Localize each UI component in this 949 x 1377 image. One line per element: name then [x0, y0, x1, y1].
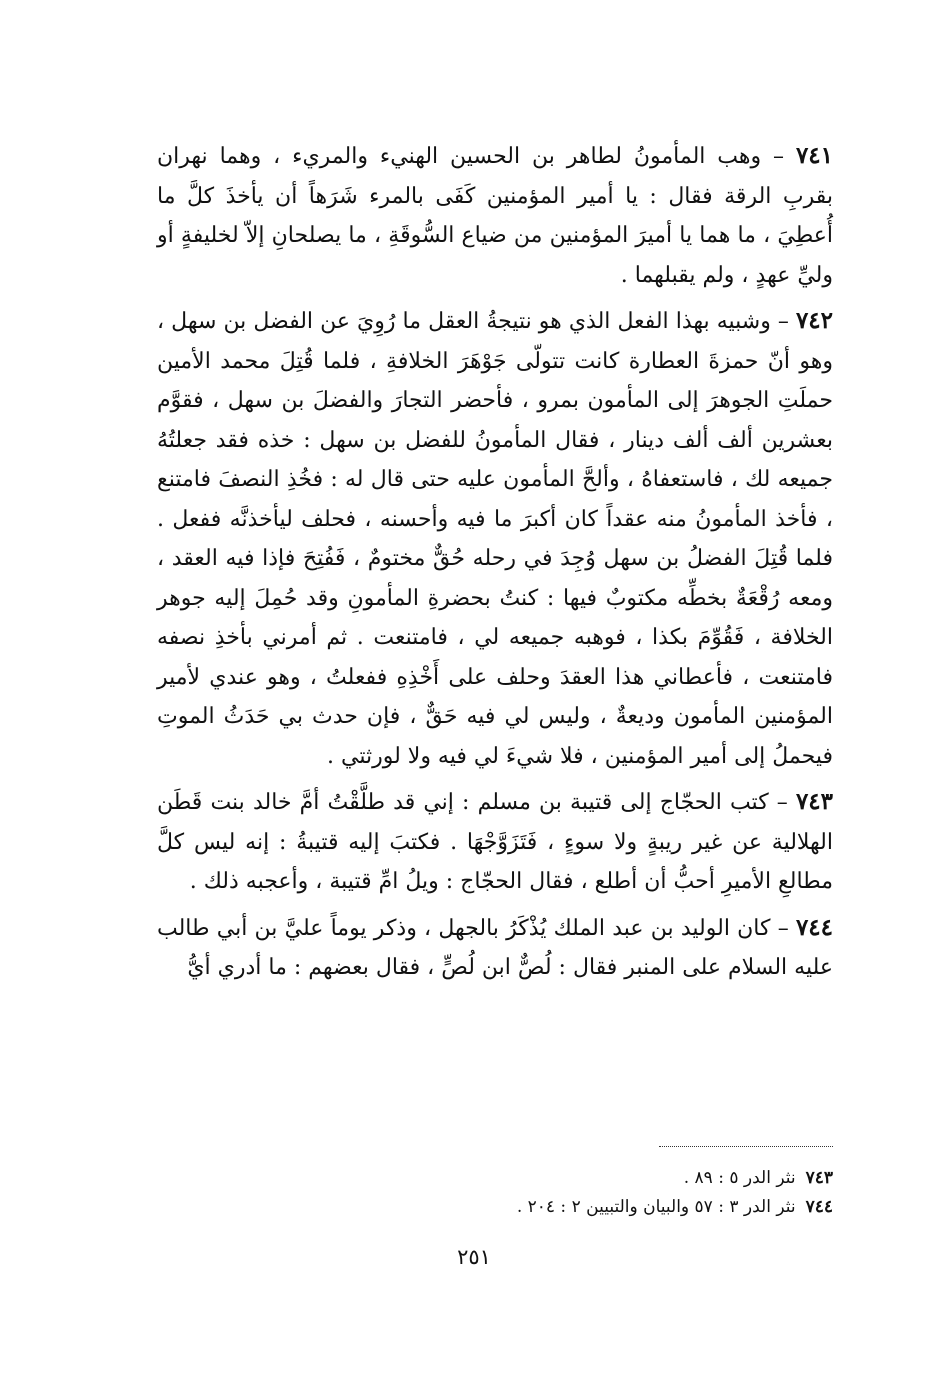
paragraph-744: [157, 908, 833, 988]
entry-number: ٧٤٢: [795, 307, 833, 334]
paragraph-text: – كتب الحجّاج إلى قتيبة بن مسلم : إني قد طلَّقْتُ أمَّ خالد بنت قَطَن الهلالية عن غير ريبةٍ ولا سوءٍ ، فَتَزَوَّجْهَا . فكتبَ إليه قتيبةُ : إنه ليس كلَّ مطالعِ الأميرِ أحبُّ أن أطلع ، فقال الحجّاج : ويلُ امِّ قتيبة ، وأعجبه ذلك .: [157, 790, 833, 894]
paragraph-text: – وهب المأمونُ لطاهر بن الحسين الهنيء والمريء ، وهما نهران بقربِ الرقة فقال : يا أمير المؤمنين كَفَى بالمرء شَرَهاً أن يأخذَ كلَّ ما أُعطِيَ ، ما هما يا أميرَ المؤمنين من ضياع السُّوقَةِ ، ما يصلحانِ إلاّ لخليفةٍ أو وليِّ عهدٍ ، ولم يقبلهما .: [157, 144, 833, 288]
footnote-text: نثر الدر ٣ : ٥٧ والبيان والتبيين ٢ : ٢٠٤ .: [516, 1197, 796, 1217]
footnote-744: [400, 1193, 833, 1222]
paragraph-text: – كان الوليد بن عبد الملك يُذْكَرُ بالجهل ، وذكر يوماً عليَّ بن أبي طالب عليه السلام على المنبر فقال : لُصٌّ ابن لُصٍّ ، فقال بعضهم : ما أدري أيُّ: [157, 915, 833, 980]
footnote-divider: [659, 1146, 833, 1147]
main-text: [157, 136, 833, 994]
footnote-text: نثر الدر ٥ : ٨٩ .: [683, 1168, 796, 1188]
entry-number: ٧٤٣: [795, 788, 833, 815]
paragraph-text: – وشبيه بهذا الفعل الذي هو نتيجةُ العقل ما رُوِيَ عن الفضل بن سهل ، وهو أنّ حمزةَ العطارة كانت تتولّى جَوْهَرَ الخلافةِ ، فلما قُتِلَ محمد الأمين حملَتِ الجوهرَ إلى المأمون بمرو ، فأحضر التجارَ والفضلَ بن سهل ، فقوَّم بعشرين ألف ألف دينار ، فقال المأمونُ للفضل بن سهل : خذه فقد جعلتُهُ جميعه لك ، فاستعفاهُ ، وألحَّ المأمون عليه حتى قال له : فخُذِ النصفَ فامتنع ، فأخذ المأمونُ منه عقداً كان أكبرَ ما فيه وأحسنه ، فحلف ليأخذنَّه ففعل . فلما قُتِلَ الفضلُ بن سهل وُجِدَ في رحله حُقٌّ مختومٌ ، فَفُتِحَ فإذا فيه العقد ، ومعه رُقْعَةٌ بخطِّه مكتوبٌ فيها : كنتُ بحضرةِ المأمونِ وقد حُمِلَ إليه جوهر الخلافة ، فَقُوِّمَ بكذا ، فوهبه جميعه لي ، فامتنعت . ثم أمرني بأخذِ نصفه فامتنعت ، فأعطاني هذا العقدَ وحلف على أَخْذِهِ ففعلتُ ، وهو عندي لأمير المؤمنين المأمون وديعةٌ ، وليس لي فيه حَقٌّ ، فإن حدث بي حَدَثُ الموتِ فيحملُ إلى أمير المؤمنين ، فلا شيءَ لي فيه ولا لورثتي .: [157, 309, 833, 769]
paragraph-742: [157, 301, 833, 776]
entry-number: ٧٤١: [795, 142, 833, 169]
paragraph-743: [157, 782, 833, 902]
footnotes: [400, 1164, 833, 1222]
paragraph-741: [157, 136, 833, 295]
page-number: ٢٥١: [457, 1245, 491, 1269]
footnote-743: [400, 1164, 833, 1193]
footnote-number: ٧٤٣: [805, 1168, 833, 1188]
entry-number: ٧٤٤: [795, 913, 833, 941]
footnote-number: ٧٤٤: [805, 1197, 833, 1217]
